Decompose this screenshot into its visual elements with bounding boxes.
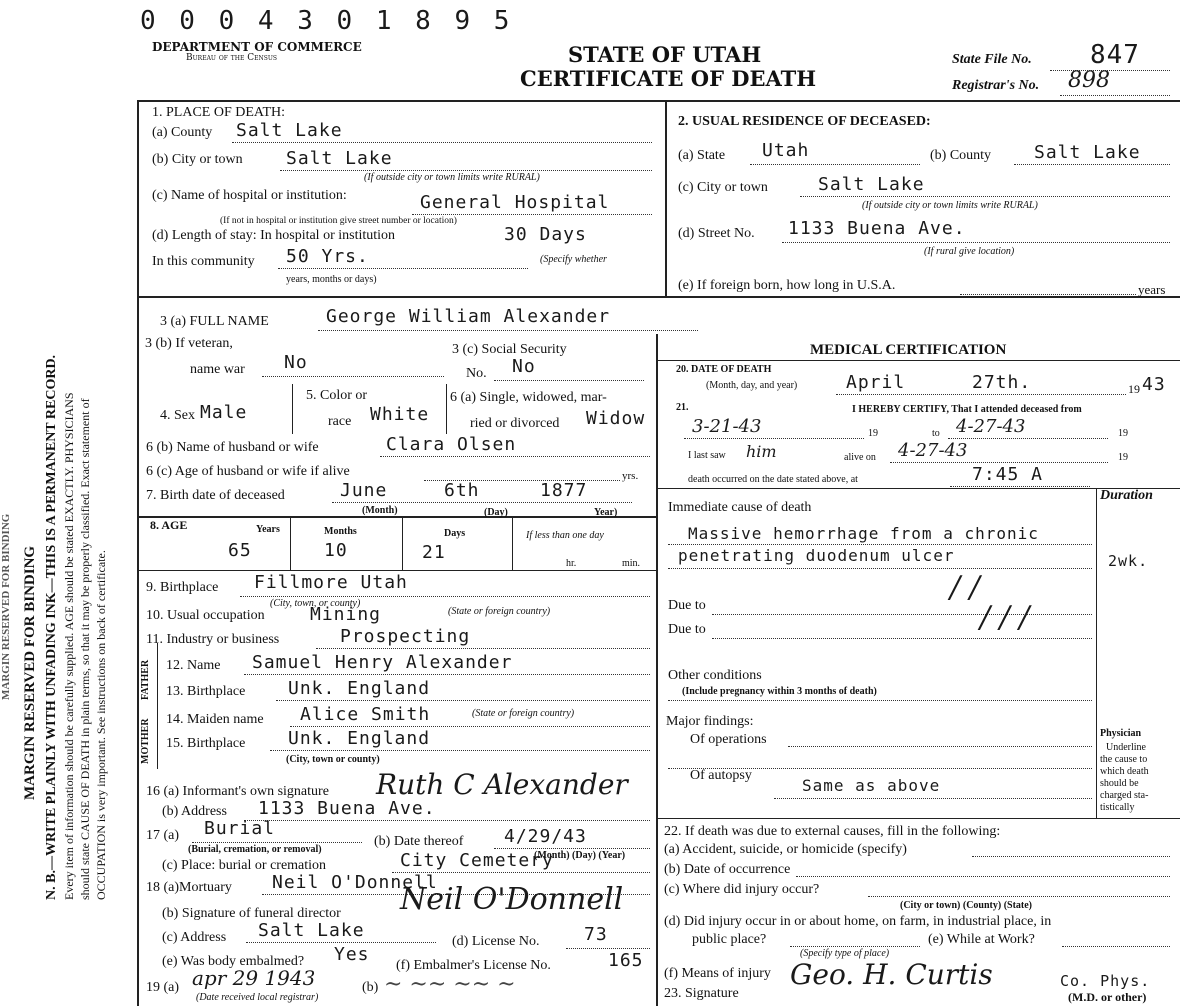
embalmer-license-label: (f) Embalmer's License No. <box>396 958 551 973</box>
state-file-number: 847 <box>1090 40 1140 70</box>
registrar-number: 898 <box>1068 68 1110 93</box>
res-state-value: Utah <box>762 140 810 161</box>
burial-place-label: (c) Place: burial or cremation <box>162 858 327 873</box>
major-findings-label: Major findings: <box>666 714 754 729</box>
res-street-label: (d) Street No. <box>678 226 755 241</box>
alive-year-19: 19 <box>1118 452 1128 463</box>
informant-address-value: 1133 Buena Ave. <box>258 798 436 819</box>
mortuary-address-label: (c) Address <box>162 930 227 945</box>
to-label: to <box>932 428 940 439</box>
external-heading: 22. If death was due to external causes, fill in the following: <box>664 824 1001 839</box>
sex-label: 4. Sex <box>160 408 195 423</box>
date-of-death-sub: (Month, day, and year) <box>706 380 798 391</box>
marital-value: Widow <box>586 408 646 429</box>
birth-sub-day: (Day) <box>484 507 508 518</box>
informant-signature: Ruth C Alexander <box>376 768 628 801</box>
veteran-label: 3 (b) If veteran, <box>145 336 233 351</box>
res-street-value: 1133 Buena Ave. <box>788 218 966 239</box>
director-signature: Neil O'Donnell <box>400 882 624 917</box>
external-d2: public place? <box>692 932 767 947</box>
registrar-date: apr 29 1943 <box>192 966 316 990</box>
full-name-label: 3 (a) FULL NAME <box>160 314 269 329</box>
res-county-label: (b) County <box>930 148 992 163</box>
physician-signature: Geo. H. Curtis <box>790 958 993 991</box>
full-name-value: George William Alexander <box>326 306 611 327</box>
burial-date-note: (Month) (Day) (Year) <box>534 850 626 861</box>
death-year: 43 <box>1142 374 1166 395</box>
mother-note-2: (State or foreign country) <box>472 708 575 719</box>
license-value: 73 <box>584 924 608 945</box>
autopsy-label: Of autopsy <box>690 768 752 783</box>
burial-type-note: (Burial, cremation, or removal) <box>188 844 322 855</box>
place-of-death-heading: 1. PLACE OF DEATH: <box>152 105 286 120</box>
registrar-b-label: (b) <box>362 980 379 995</box>
phys-note-2: Underline <box>1106 742 1146 753</box>
binding-margin <box>0 0 122 1006</box>
margin-nb-text: N. B.—WRITE PLAINLY WITH UNFADING INK—THIS IS A PERMANENT RECORD. <box>44 354 59 900</box>
mother-name-label: 14. Maiden name <box>166 712 264 727</box>
informant-address-label: (b) Address <box>162 804 227 819</box>
pod-hospital-note: (If not in hospital or institution give street number or location) <box>220 216 457 226</box>
father-name-value: Samuel Henry Alexander <box>252 652 513 673</box>
external-d: (d) Did injury occur in or about home, on farm, in industrial place, in <box>664 914 1052 929</box>
birthplace-note: (City, town, or county) <box>270 598 361 609</box>
phys-note-1: Physician <box>1100 728 1142 739</box>
pod-stay-community-value: 50 Yrs. <box>286 246 369 267</box>
title-state: STATE OF UTAH <box>568 42 762 67</box>
pod-city-note: (If outside city or town limits write RURAL) <box>364 172 540 183</box>
pod-stay-hospital-value: 30 Days <box>504 224 587 245</box>
spouse-age-label: 6 (c) Age of husband or wife if alive <box>146 464 350 479</box>
autopsy-value: Same as above <box>802 776 941 795</box>
pod-hospital-value: General Hospital <box>420 192 610 213</box>
attended-to: 4-27-43 <box>956 416 1026 437</box>
burial-type: Burial <box>204 818 276 839</box>
embalmer-license-value: 165 <box>608 950 644 971</box>
operations-label: Of operations <box>690 732 767 747</box>
marital-label: 6 (a) Single, widowed, mar- <box>450 390 607 405</box>
external-f: (f) Means of injury <box>664 966 771 981</box>
birthplace-value: Fillmore Utah <box>254 572 408 593</box>
director-sig-label: (b) Signature of funeral director <box>162 906 341 921</box>
birth-sub-month: (Month) <box>362 505 398 516</box>
burial-date: 4/29/43 <box>504 826 587 847</box>
registrar-signature-scribble: ~ ~~ ~~ ~ <box>384 972 516 997</box>
death-month: April <box>846 372 906 393</box>
occupation-label: 10. Usual occupation <box>146 608 265 623</box>
ss-value: No <box>512 356 536 377</box>
title-certificate: CERTIFICATE OF DEATH <box>520 66 817 91</box>
veteran-value: No <box>284 352 308 373</box>
phys-note-3: the cause to <box>1100 754 1148 765</box>
res-foreign-suffix: years <box>1138 282 1166 297</box>
mother-note: (City, town or county) <box>286 754 380 765</box>
phys-note-7: tistically <box>1100 802 1135 813</box>
death-day: 27th. <box>972 372 1032 393</box>
last-saw-him: him <box>746 442 777 461</box>
external-e: (e) While at Work? <box>928 932 1035 947</box>
phys-note-4: which death <box>1100 766 1149 777</box>
state-file-label: State File No. <box>952 52 1032 67</box>
ss-label: 3 (c) Social Security <box>452 342 567 357</box>
father-name-label: 12. Name <box>166 658 221 673</box>
registrar-label: Registrar's No. <box>952 78 1040 93</box>
medical-heading: MEDICAL CERTIFICATION <box>810 342 1007 358</box>
external-c: (c) Where did injury occur? <box>664 882 820 897</box>
burial-place-value: City Cemetery <box>400 850 554 871</box>
birthplace-label: 9. Birthplace <box>146 580 219 595</box>
age-days: 21 <box>422 542 446 563</box>
cause-line-1: Massive hemorrhage from a chronic <box>688 524 1039 543</box>
external-d-note: (Specify type of place) <box>800 948 890 959</box>
phys-note-6: charged sta- <box>1100 790 1149 801</box>
cause-duration: 2wk. <box>1108 552 1149 570</box>
alive-label: alive on <box>844 452 876 463</box>
residence-heading: 2. USUAL RESIDENCE OF DECEASED: <box>678 114 931 129</box>
last-saw-label: I last saw <box>688 450 726 461</box>
external-b: (b) Date of occurrence <box>664 862 791 877</box>
from-year-19: 19 <box>868 428 878 439</box>
due-to-2-label: Due to <box>668 622 706 637</box>
phys-note-5: should be <box>1100 778 1139 789</box>
registrar-label: 19 (a) <box>146 980 180 995</box>
death-year-prefix: 19 <box>1128 382 1140 396</box>
res-state-label: (a) State <box>678 148 726 163</box>
birth-day: 6th <box>444 480 480 501</box>
serial-number: 0 0 0 4 3 0 1 8 9 5 <box>140 6 514 36</box>
bureau-label: Bureau of the Census <box>186 53 278 63</box>
veteran-label-2: name war <box>190 362 245 377</box>
certify-text: I HEREBY CERTIFY, That I attended deceased from <box>852 404 1082 415</box>
margin-instructions-3: OCCUPATION is very important. See instructions on back of certificate. <box>94 550 108 900</box>
res-foreign-label: (e) If foreign born, how long in U.S.A. <box>678 278 896 293</box>
mortuary-address-value: Salt Lake <box>258 920 365 941</box>
attended-from: 3-21-43 <box>692 416 762 437</box>
duration-label: Duration <box>1100 488 1153 503</box>
birth-sub-year: Year) <box>594 507 618 518</box>
physician-sig-label: 23. Signature <box>664 986 739 1001</box>
mother-name-value: Alice Smith <box>300 704 431 725</box>
margin-reserved-faded: MARGIN RESERVED FOR BINDING <box>0 513 12 700</box>
informant-sig-label: 16 (a) Informant's own signature <box>146 784 329 799</box>
res-city-value: Salt Lake <box>818 174 925 195</box>
marital-label-2: ried or divorced <box>470 416 560 431</box>
pod-specify-note-2: years, months or days) <box>286 274 377 285</box>
res-street-note: (If rural give location) <box>924 246 1015 257</box>
occupation-value: Mining <box>310 604 382 625</box>
date-of-death-label: 20. DATE OF DEATH <box>676 364 772 375</box>
days-label: Days <box>444 528 466 539</box>
mortuary-name: Neil O'Donnell <box>272 872 438 893</box>
external-a: (a) Accident, suicide, or homicide (specify) <box>664 842 907 857</box>
mother-birthplace-label: 15. Birthplace <box>166 736 246 751</box>
cause-line-2: penetrating duodenum ulcer <box>678 546 955 565</box>
father-birthplace-label: 13. Birthplace <box>166 684 246 699</box>
age-label: 8. AGE <box>150 518 188 532</box>
color-label: 5. Color or <box>306 388 368 403</box>
department-label: DEPARTMENT OF COMMERCE <box>152 40 362 54</box>
spouse-age-suffix: yrs. <box>622 470 639 482</box>
father-birthplace-value: Unk. England <box>288 678 431 699</box>
burial-date-label: (b) Date thereof <box>374 834 464 849</box>
external-c-note: (City or town) (County) (State) <box>900 900 1033 911</box>
other-conditions-note: (Include pregnancy within 3 months of death) <box>682 686 877 697</box>
license-label: (d) License No. <box>452 934 540 949</box>
color-value: White <box>370 404 430 425</box>
birthplace-note-2: (State or foreign country) <box>448 606 551 617</box>
industry-value: Prospecting <box>340 626 471 647</box>
last-saw-date: 4-27-43 <box>898 440 968 461</box>
registrar-note: (Date received local registrar) <box>196 992 319 1003</box>
industry-label: 11. Industry or business <box>146 632 280 647</box>
margin-reserved-text: MARGIN RESERVED FOR BINDING <box>22 545 38 800</box>
mother-vertical-label: MOTHER <box>140 718 151 764</box>
min-label: min. <box>622 558 641 569</box>
res-city-label: (c) City or town <box>678 180 768 195</box>
pod-county-label: (a) County <box>152 125 213 140</box>
age-months: 10 <box>324 540 348 561</box>
physician-title-note: (M.D. or other) <box>1068 990 1147 1004</box>
pod-city-label: (b) City or town <box>152 152 243 167</box>
hr-label: hr. <box>566 558 577 569</box>
spouse-label: 6 (b) Name of husband or wife <box>146 440 319 455</box>
pod-stay-label: (d) Length of stay: In hospital or institution <box>152 228 396 243</box>
pod-specify-note: (Specify whether <box>540 254 607 265</box>
due-to-strike-mark: / / <box>950 570 980 605</box>
mortuary-label: 18 (a)Mortuary <box>146 880 232 895</box>
to-year-19: 19 <box>1118 428 1128 439</box>
res-city-note: (If outside city or town limits write RURAL) <box>862 200 1038 211</box>
embalmed-value: Yes <box>334 944 370 965</box>
spouse-value: Clara Olsen <box>386 434 517 455</box>
burial-label: 17 (a) <box>146 828 180 843</box>
pod-city-value: Salt Lake <box>286 148 393 169</box>
birth-month: June <box>340 480 388 501</box>
death-time: 7:45 A <box>972 464 1044 485</box>
physician-title: Co. Phys. <box>1060 972 1151 990</box>
pod-hospital-label: (c) Name of hospital or institution: <box>152 188 347 203</box>
margin-instructions-2: should state CAUSE OF DEATH in plain terms, so that it may be properly classified. Exact statement of <box>78 398 92 900</box>
months-label: Months <box>324 526 357 537</box>
father-vertical-label: FATHER <box>140 659 151 700</box>
res-county-value: Salt Lake <box>1034 142 1141 163</box>
birth-label: 7. Birth date of deceased <box>146 488 285 503</box>
other-conditions-label: Other conditions <box>668 668 762 683</box>
pod-county-value: Salt Lake <box>236 120 343 141</box>
occurred-label: death occurred on the date stated above, at <box>688 474 858 485</box>
mother-birthplace-value: Unk. England <box>288 728 431 749</box>
pod-community-label: In this community <box>152 254 255 269</box>
years-label: Years <box>256 524 280 535</box>
less-label: If less than one day <box>526 530 604 541</box>
immediate-cause-label: Immediate cause of death <box>668 500 812 515</box>
margin-instructions-1: Every item of information should be carefully supplied. AGE should be stated EXACTLY. PHYSICIANS <box>62 392 76 900</box>
embalmed-label: (e) Was body embalmed? <box>162 954 305 969</box>
sex-value: Male <box>200 402 248 423</box>
due-to-strike-mark-2: / / / <box>980 600 1030 635</box>
ss-label-2: No. <box>466 366 487 381</box>
due-to-1-label: Due to <box>668 598 706 613</box>
birth-year: 1877 <box>540 480 588 501</box>
num-21: 21. <box>676 402 689 413</box>
age-years: 65 <box>228 540 252 561</box>
color-label-2: race <box>328 414 352 429</box>
